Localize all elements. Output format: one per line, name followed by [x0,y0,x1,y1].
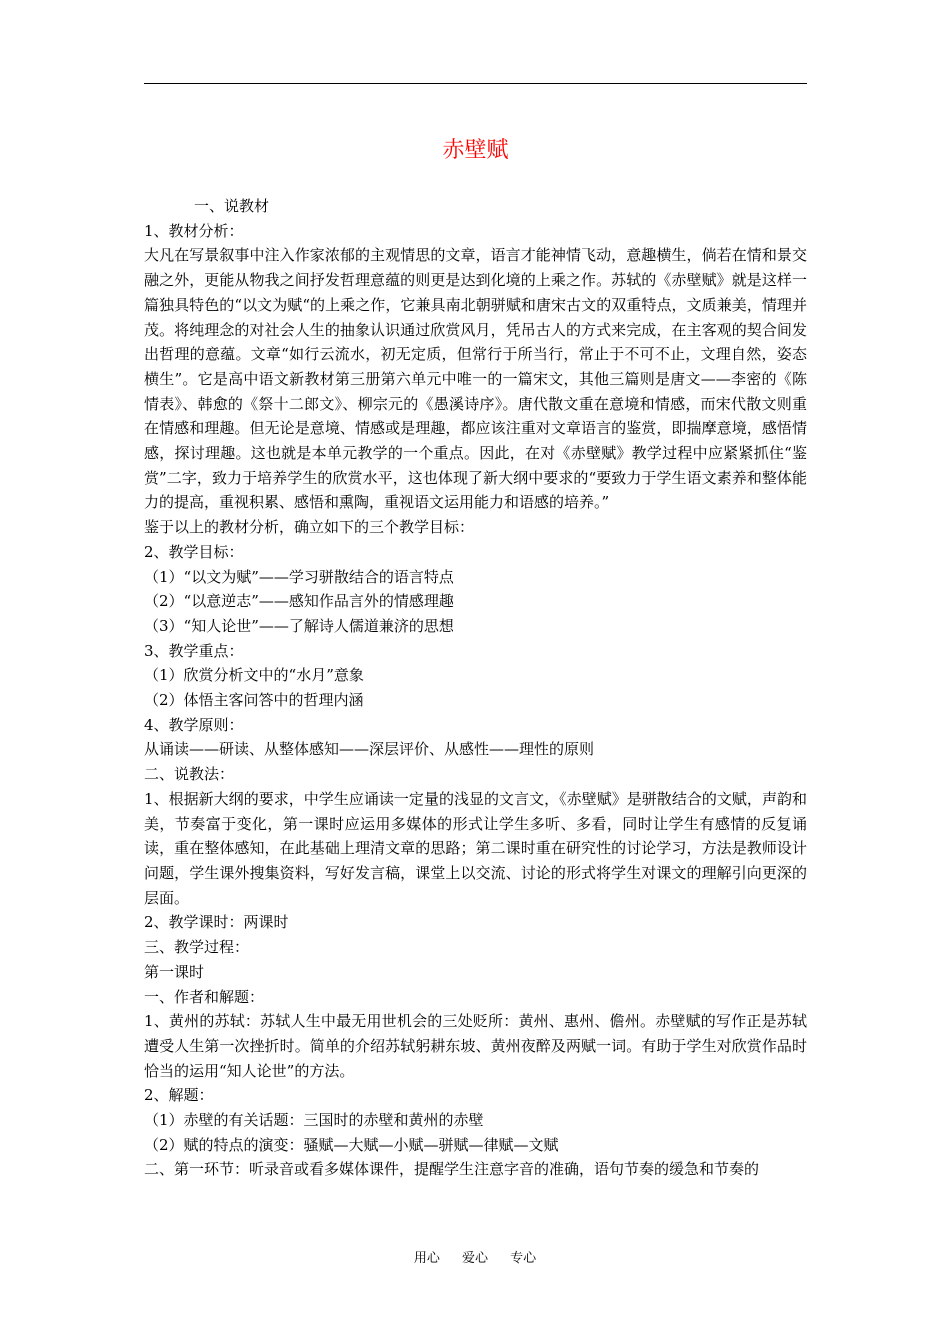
body-paragraph: 1、黄州的苏轼：苏轼人生中最无用世机会的三处贬所：黄州、惠州、儋州。赤壁赋的写作正是苏轼遭受人生第一次挫折时。简单的介绍苏轼躬耕东坡、黄州夜醉及两赋一词。有助于学生对欣赏作品时恰当的运用“知人论世”的方法。 [144,1012,807,1080]
list-item: （1）赤壁的有关话题：三国时的赤壁和黄州的赤壁 [144,1111,484,1130]
body-line: 从诵读——研读、从整体感知——深层评价、从感性——理性的原则 [144,740,595,759]
section-heading: 一、作者和解题： [144,987,265,1006]
list-item: （2）赋的特点的演变：骚赋—大赋—小赋—骈赋—律赋—文赋 [144,1135,559,1154]
body-paragraph: 大凡在写景叙事中注入作家浓郁的主观情思的文章，语言才能神情飞动，意趣横生，倘若在情和景交融之外，更能从物我之间抒发哲理意蕴的则更是达到化境的上乘之作。苏轼的《赤壁赋》就是这样一篇独具特色的“以文为赋“的上乘之作，它兼具南北朝骈赋和唐宋古文的双重特点，文质兼美，情理并茂。将纯理念的对社会人生的抽象认识通过欣赏风月，凭吊古人的方式来完成，在主客观的契合间发出哲理的意蕴。文章“如行云流水，初无定质，但常行于所当行，常止于不可不止，文理自然，姿态横生”。它是高中语文新教材第三册第六单元中唯一的一篇宋文，其他三篇则是唐文——李密的《陈情表》、韩愈的《祭十二郎文》、柳宗元的《愚溪诗序》。唐代散文重在意境和情感，而宋代散文则重在情感和理趣。但无论是意境、情感或是理趣，都应该注重对文章语言的鉴赏，即揣摩意境，感悟情感，探讨理趣。这也就是本单元教学的一个重点。因此，在对《赤壁赋》教学过程中应紧紧抓住“鉴赏”二字，致力于培养学生的欣赏水平，这也体现了新大纲中要求的“要致力于学生语文素养和整体能力的提高，重视积累、感悟和熏陶，重视语文运用能力和语感的培养。” [144,246,807,512]
section-heading: 一、说教材 [194,197,270,215]
document-body [144,124,807,1182]
list-item: （2）体悟主客问答中的哲理内涵 [144,691,364,710]
page-footer [0,1247,950,1266]
subheading: 4、教学原则： [144,715,244,734]
list-item: （1）欣赏分析文中的“水月”意象 [144,666,364,685]
footer-text: 爱心 [461,1251,488,1266]
body-paragraph: 1、根据新大纲的要求，中学生应诵读一定量的浅显的文言文，《赤壁赋》是骈散结合的文赋，声韵和美，节奏富于变化，第一课时应运用多媒体的形式让学生多听、多看，同时让学生有感情的反复诵读，重在整体感知，在此基础上理清文章的思路；第二课时重在研究性的讨论学习，方法是教师设计问题，学生课外搜集资料，写好发言稿，课堂上以交流、讨论的形式将学生对课文的理解引向更深的层面。 [144,789,807,907]
header-rule [144,83,807,84]
list-item: （1）“以文为赋”——学习骈散结合的语言特点 [144,567,454,586]
body-line: 2、教学课时：两课时 [144,913,289,932]
subheading: 2、教学目标： [144,542,244,561]
body-line: 二、第一环节：听录音或看多媒体课件，提醒学生注意字音的准确，语句节奏的缓急和节奏的 [144,1160,760,1179]
subheading: 3、教学重点： [144,641,244,660]
section-heading: 二、说教法： [144,765,235,784]
footer-text: 用心 [413,1251,440,1266]
page-title: 赤壁赋 [442,138,509,163]
list-item: （2）“以意逆志”——感知作品言外的情感理趣 [144,592,454,611]
list-item: （3）“知人论世”——了解诗人儒道兼济的思想 [144,616,454,635]
subheading: 1、教材分析： [144,221,244,240]
footer-text: 专心 [510,1251,537,1266]
body-line: 鉴于以上的教材分析，确立如下的三个教学目标： [144,518,475,537]
subheading: 2、解题： [144,1086,214,1105]
body-line: 第一课时 [144,962,205,981]
section-heading: 三、教学过程： [144,938,250,957]
